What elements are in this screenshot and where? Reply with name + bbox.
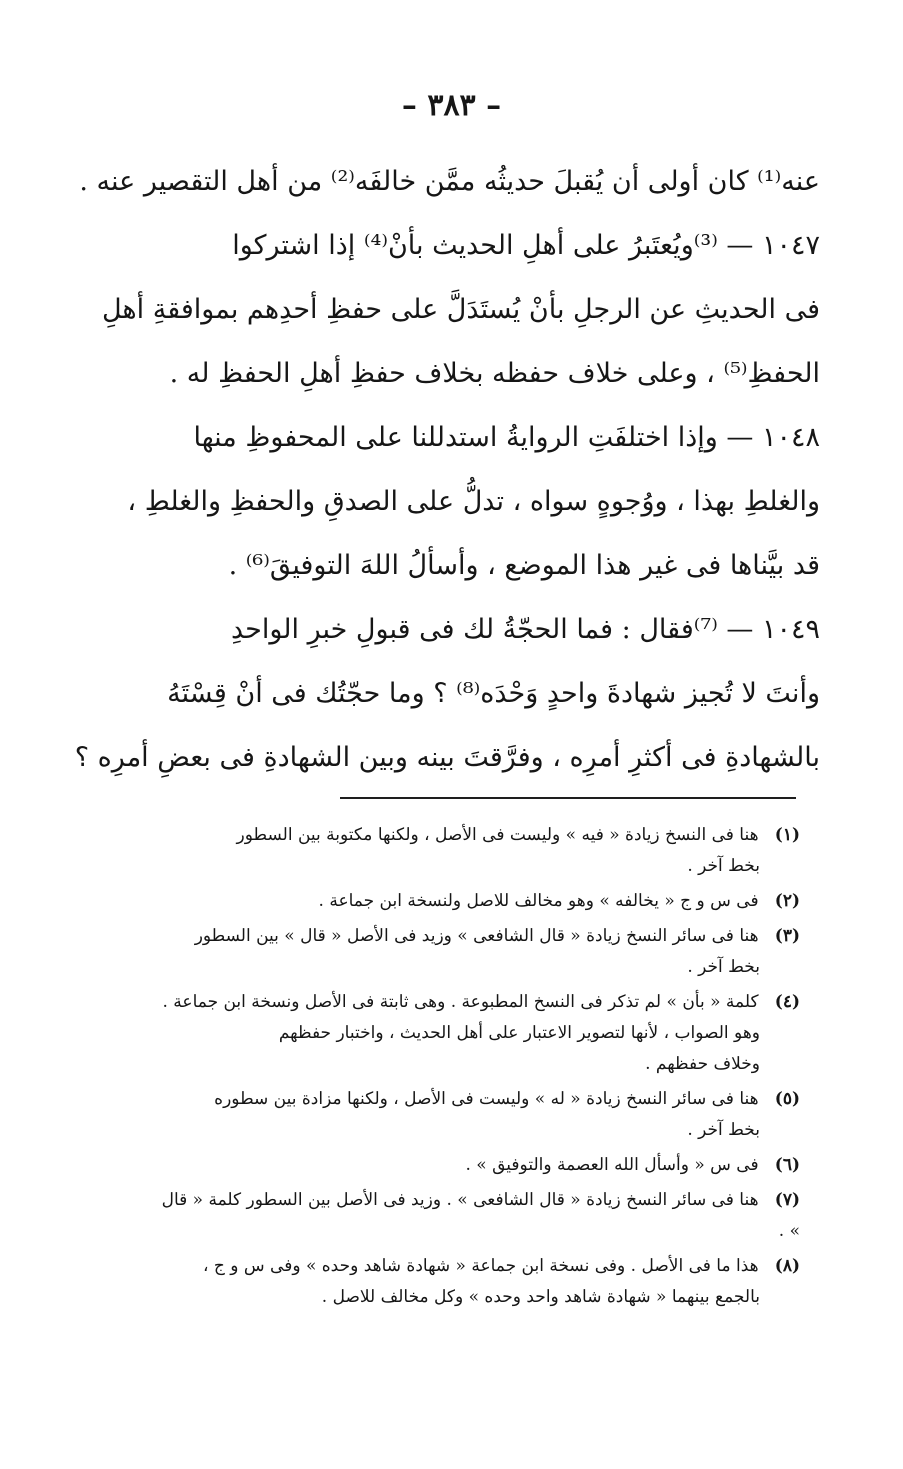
text-line: عنه⁽¹⁾ كان أولى أن يُقبلَ حديثُه ممَّن خالفَه⁽²⁾ من أهل التقصير عنه . — [79, 166, 820, 197]
footnote-5 — [160, 1084, 800, 1146]
footnote-7 — [160, 1185, 800, 1247]
footnote-3 — [160, 921, 800, 983]
footnote-text: بخط آخر . — [687, 856, 760, 876]
main-text — [74, 150, 820, 790]
footnote-number: (٦) — [774, 1155, 800, 1175]
footnote-1 — [160, 820, 800, 882]
footnote-number: (١) — [774, 825, 800, 845]
footnote-divider — [340, 797, 796, 799]
footnote-text: هنا فى سائر النسخ زيادة « قال الشافعى » . وزيد فى الأصل بين السطور كلمة « قال » . — [161, 1190, 800, 1241]
text-line: ١٠٤٩ — ⁽⁷⁾فقال : فما الحجّةُ لك فى قبولِ خبرِ الواحدِ — [230, 614, 820, 645]
text-line: ١٠٤٧ — ⁽³⁾ويُعتَبرُ على أهلِ الحديث بأنْ⁽⁴⁾ إذا اشتركوا — [232, 230, 820, 261]
footnote-4 — [160, 987, 800, 1080]
footnote-8 — [160, 1251, 800, 1313]
footnote-text: هنا فى سائر النسخ زيادة « قال الشافعى » وزيد فى الأصل « قال » بين السطور — [194, 926, 759, 946]
footnote-number: (٧) — [774, 1190, 800, 1210]
footnote-6 — [160, 1150, 800, 1181]
footnote-text: فى س و ج « يخالفه » وهو مخالف للاصل ولنسخة ابن جماعة . — [318, 891, 759, 911]
footnote-text: وخلاف حفظهم . — [645, 1054, 760, 1074]
footnote-number: (٤) — [774, 992, 800, 1012]
text-line: قد بيَّناها فى غير هذا الموضع ، وأسألُ اللهَ التوفيقَ⁽⁶⁾ . — [228, 550, 820, 581]
text-line: وأنتَ لا تُجيز شهادةَ واحدٍ وَحْدَه⁽⁸⁾ ؟ وما حجّتُك فى أنْ قِسْتَهُ — [167, 678, 820, 709]
text-line: والغلطِ بهذا ، ووُجوهٍ سواه ، تدلُّ على الصدقِ والحفظِ والغلطِ ، — [127, 486, 820, 517]
text-line: فى الحديثِ عن الرجلِ بأنْ يُستَدَلَّ على حفظِ أحدِهم بموافقةِ أهلِ — [101, 294, 820, 325]
footnote-text: كلمة « بأن » لم تذكر فى النسخ المطبوعة . وهى ثابتة فى الأصل ونسخة ابن جماعة . — [162, 992, 759, 1012]
footnote-text: وهو الصواب ، لأنها لتصوير الاعتبار على أهل الحديث ، واختبار حفظهم — [278, 1023, 760, 1043]
text-line: بالشهادةِ فى أكثرِ أمرِه ، وفرَّقتَ بينه وبين الشهادةِ فى بعضِ أمرِه ؟ — [74, 742, 820, 773]
footnote-text: بخط آخر . — [687, 1120, 760, 1140]
footnote-text: هنا فى النسخ زيادة « فيه » وليست فى الأصل ، ولكنها مكتوبة بين السطور — [236, 825, 759, 845]
page-number: – ٣٨٣ – — [401, 88, 502, 123]
footnote-number: (٨) — [774, 1256, 800, 1276]
footnote-text: بخط آخر . — [687, 957, 760, 977]
footnote-number: (٢) — [774, 891, 800, 911]
text-line: الحفظِ⁽⁵⁾ ، وعلى خلاف حفظه بخلاف حفظِ أهلِ الحفظِ له . — [169, 358, 820, 389]
footnote-text: هذا ما فى الأصل . وفى نسخة ابن جماعة « شهادة شاهد وحده » وفى س و ج ، — [203, 1256, 759, 1276]
footnote-2 — [160, 886, 800, 917]
footnote-text: فى س « وأسأل الله العصمة والتوفيق » . — [465, 1155, 759, 1175]
footnote-text: بالجمع بينهما « شهادة شاهد واحد وحده » وكل مخالف للاصل . — [321, 1287, 760, 1307]
text-line: ١٠٤٨ — وإذا اختلفَتِ الروايةُ استدللنا على المحفوظِ منها — [193, 422, 820, 453]
footnote-text: هنا فى سائر النسخ زيادة « له » وليست فى الأصل ، ولكنها مزادة بين سطوره — [214, 1089, 759, 1109]
footnote-number: (٣) — [774, 926, 800, 946]
footnote-number: (٥) — [774, 1089, 800, 1109]
footnotes — [160, 820, 800, 1317]
